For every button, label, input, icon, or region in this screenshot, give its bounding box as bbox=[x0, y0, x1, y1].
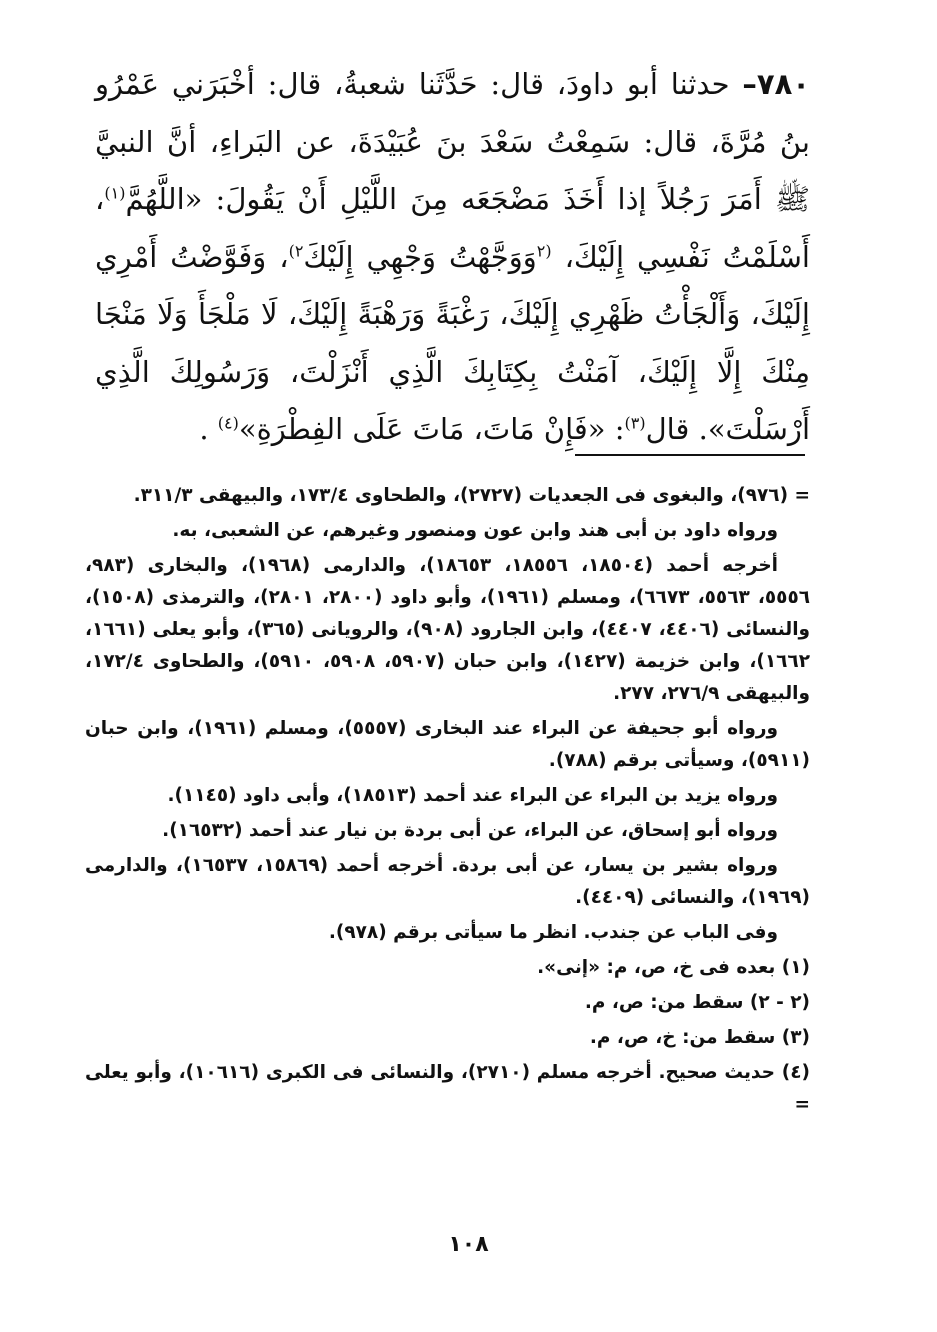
footnote-paragraph: ورواه أبو جحيفة عن البراء عند البخارى (٥٥٥٧)، ومسلم (١٩٦١)، وابن حبان (٥٩١١)، وسيأتى برقم (٧٨٨). bbox=[85, 718, 810, 771]
footnote-4 bbox=[85, 1057, 810, 1121]
footnote-ref-4: (٤) bbox=[217, 413, 239, 433]
footnote-ref-2-end: ٢) bbox=[288, 240, 304, 260]
hadith-part-3: وَوَجَّهْتُ وَجْهِي إِلَيْكَ bbox=[303, 239, 537, 274]
footnote-paragraph: ورواه بشير بن يسار، عن أبى بردة. أخرجه أحمد (١٥٨٦٩، ١٦٥٣٧)، والدارمى (١٩٦٩)، والنسائى (٤٤٠٩). bbox=[85, 855, 810, 908]
footnote-1: (١) بعده فى خ، ص، م: «إنى». bbox=[537, 957, 810, 978]
hadith-lead: حدثنا أبو داودَ، قال: حَدَّثَنا شعبةُ، قال: أخْبَرَني عَمْرُو بنُ مُرَّةَ، قال: سَمِعْتُ سَعْدَ بنَ عُبَيْدَةَ، عن البَراءِ، أنَّ النبيَّ ﷺ أَمَرَ رَجُلاً إذا أَخَذَ مَضْجَعَه مِنَ اللَّيْلِ أَنْ يَقُولَ: «اللَّهُمَّ bbox=[95, 67, 810, 216]
hadith-part-4: ، وَفَوَّضْتُ أَمْرِي إِلَيْكَ، وَأَلْجَأْتُ ظَهْرِي إِلَيْكَ، رَغْبَةً وَرَهْبَةً إِلَيْكَ، لَا مَلْجَأَ وَلَا مَنْجَا مِنْكَ إِلَّا إِلَيْكَ، آمَنْتُ بِكِتَابِكَ الَّذِي أَنْزَلْتَ، وَرَسُولِكَ الَّذِي أَرْسَلْتَ». قال bbox=[95, 239, 810, 446]
hadith-part-2: ، أَسْلَمْتُ نَفْسِي إِلَيْكَ، bbox=[95, 182, 810, 274]
footnote-ref-3: (٣) bbox=[624, 413, 646, 433]
footnote-paragraph: ورواه يزيد بن البراء عن البراء عند أحمد (١٨٥١٣)، وأبى داود (١١٤٥). bbox=[167, 785, 778, 806]
footnote-3: (٣) سقط من: خ، ص، م. bbox=[589, 1027, 810, 1048]
footnote-paragraph: ورواه داود بن أبى هند وابن عون ومنصور وغيرهم، عن الشعبى، به. bbox=[172, 520, 778, 541]
footnote-4-label: (٤) bbox=[781, 1062, 810, 1083]
footnote-2: (٢ - ٢) سقط من: ص، م. bbox=[584, 992, 810, 1013]
footnote-paragraph: ورواه أبو إسحاق، عن البراء، عن أبى بردة بن نيار عند أحمد (١٦٥٣٢). bbox=[162, 820, 778, 841]
hadith-paragraph bbox=[95, 56, 810, 459]
hadith-number: ٧٨٠– bbox=[742, 67, 811, 101]
footnote-4-text: . أخرجه مسلم (٢٧١٠)، والنسائى فى الكبرى (١٠٦١٦)، وأبو يعلى = bbox=[85, 1062, 810, 1115]
hadith-end: . bbox=[199, 412, 209, 446]
footnote-divider bbox=[575, 454, 805, 456]
footnote-continuation: = (٩٧٦)، والبغوى فى الجعديات (٢٧٢٧)، والطحاوى ١٧٣/٤، والبيهقى ٣١١/٣. bbox=[133, 485, 810, 506]
footnote-paragraph: وفى الباب عن جندب. انظر ما سيأتى برقم (٩٧٨). bbox=[328, 922, 778, 943]
hadith-part-5: : «فَإِنْ مَاتَ، مَاتَ عَلَى الفِطْرَةِ» bbox=[238, 412, 625, 446]
footnotes-section bbox=[85, 480, 810, 1124]
footnote-4-grade: حديث صحيح bbox=[665, 1062, 775, 1083]
footnote-ref-2-start: (٢ bbox=[536, 240, 552, 260]
footnote-ref-1: (١) bbox=[104, 183, 126, 203]
page-number: ١٠٨ bbox=[448, 1232, 489, 1257]
footnote-paragraph: أخرجه أحمد (١٨٥٠٤، ١٨٥٥٦، ١٨٦٥٣)، والدارمى (١٩٦٨)، والبخارى (٩٨٣، ٥٥٥٦، ٥٥٦٣، ٦٦٧٣)، ومسلم (١٩٦١)، وأبو داود (٢٨٠٠، ٢٨٠١)، والترمذى (١٥٠٨)، والنسائى (٤٤٠٦، ٤٤٠٧)، وابن الجارود (٩٠٨)، والرويانى (٣٦٥)، وأبو يعلى (١٦٦١، ١٦٦٢)، وابن خزيمة (١٤٢٧)، وابن حبان (٥٩٠٧، ٥٩٠٨، ٥٩١٠)، والطحاوى ١٧٢/٤، والبيهقى ٢٧٦/٩، ٢٧٧. bbox=[85, 555, 811, 704]
hadith-text bbox=[95, 56, 810, 459]
